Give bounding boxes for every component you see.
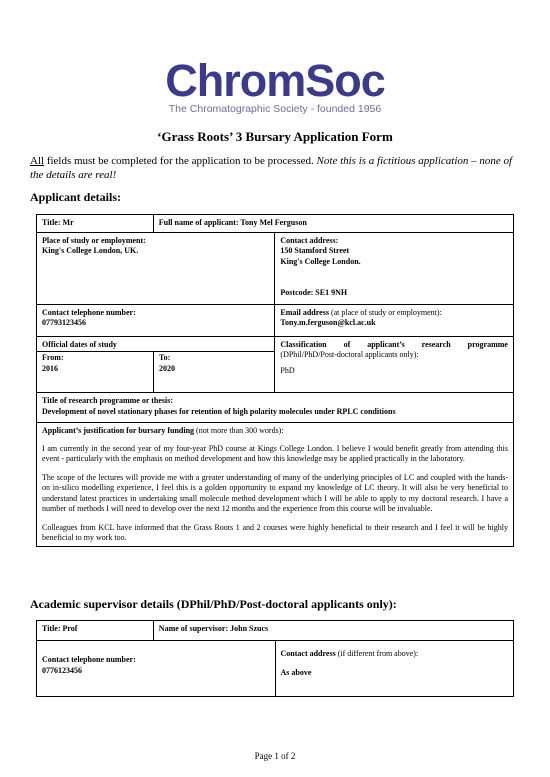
address-line2[interactable]: King's College London. — [280, 256, 361, 266]
thesis-cell: Title of research programme or thesis: Development of novel stationary phases for retention of high polarity molecules under RPLC conditions — [37, 393, 514, 423]
intro-italic: Note this is a fictitious application – none of the details are real! — [30, 155, 513, 181]
title-value[interactable]: Mr — [62, 218, 74, 227]
phone-value[interactable]: 07793123456 — [42, 318, 86, 327]
place-value[interactable]: King's College London, UK. — [42, 246, 139, 255]
to-value[interactable]: 2020 — [159, 363, 175, 373]
thesis-value[interactable]: Development of novel stationary phases for retention of high polarity molecules under RPLC conditions — [42, 406, 396, 416]
fullname-cell: Full name of applicant: Tony Mel Ferguson — [153, 215, 513, 233]
sup-title-value[interactable]: Prof — [62, 624, 78, 633]
phone-cell: Contact telephone number: 07793123456 — [37, 304, 275, 336]
applicant-table — [36, 214, 514, 547]
address-line1[interactable]: 150 Stamford Street — [280, 246, 350, 255]
sup-phone-value[interactable]: 0776123456 — [42, 665, 82, 675]
intro-main: fields must be completed for the application to be processed. — [44, 155, 314, 167]
sup-address-value[interactable]: As above — [280, 667, 312, 677]
chromsoc-logo — [0, 56, 550, 106]
place-cell: Place of study or employment: King's College London, UK. — [37, 232, 275, 304]
intro-underlined: All — [30, 155, 45, 167]
email-value[interactable]: Tony.m.ferguson@kcl.ac.uk — [280, 318, 376, 327]
justification-paragraph: The scope of the lectures will provide me with a greater understanding of many of the underlying principles of LC and coupled with the hands-on in-silico modelling experience, I feel this is a golden opportunity to expand my knowledge of LC theory. It will also be very beneficial to understand latest practices in undertaking small molecule method development which I will be able to apply to my doctoral research. I have a number of methods I will need to develop over the next 12 months and the experience from this course will be invaluable. — [42, 472, 508, 513]
logo-text: ChromSoc — [165, 55, 385, 106]
email-cell: Email address (at place of study or employment): Tony.m.ferguson@kcl.ac.uk — [275, 304, 514, 336]
sup-name-value[interactable]: John Szucs — [230, 624, 269, 633]
form-title: ‘Grass Roots’ 3 Bursary Application Form — [157, 129, 393, 144]
supervisor-heading: Academic supervisor details (DPhil/PhD/Post-doctoral applicants only): — [30, 597, 397, 611]
postcode-value[interactable]: Postcode: SE1 9NH — [280, 288, 348, 297]
fullname-value[interactable]: Tony Mel Ferguson — [240, 218, 307, 227]
supervisor-table — [36, 620, 514, 697]
sup-address-cell: Contact address (if different from above): As above — [275, 641, 514, 697]
sup-title-cell: Title: Prof — [37, 621, 154, 641]
page-footer: Page 1 of 2 — [254, 751, 296, 761]
dates-cell: Official dates of study From: 2016 To: 2020 — [37, 336, 275, 393]
sup-name-cell: Name of supervisor: John Szucs — [153, 621, 513, 641]
intro-text — [30, 154, 525, 182]
title-cell: Title: Mr — [37, 215, 154, 233]
sup-phone-cell: Contact telephone number: 0776123456 — [37, 641, 276, 697]
applicant-heading: Applicant details: — [30, 190, 122, 204]
justification-text[interactable] — [42, 444, 508, 544]
classification-value[interactable]: PhD — [280, 365, 295, 375]
justification-paragraph: I am currently in the second year of my four-year PhD course at Kings College London. I believe I would benefit greatly from attending this event - particularly with the emphasis on method development and how this knowledge may be applied practically in the laboratory. — [42, 443, 508, 463]
justification-cell: Applicant’s justification for bursary funding (not more than 300 words): I am currently in the second year of my four-year PhD course at Kings College London. I believe I would benefit greatly from attending this event - particularly with the emphasis on method development and how this knowledge may be applied practically in the laboratory. The scope of the lectures will provide me with a greater understanding of many of the underlying principles of LC and coupled with the hands-on in-silico modelling experience, I feel this is a golden opportunity to expand my knowledge of LC theory. It will also be very beneficial to understand latest practices in undertaking small molecule method development which I will be able to apply to my doctoral research. I have a number of methods I will need to develop over the next 12 months and the experience from this course will be invaluable. Colleagues from KCL have informed that the Grass Roots 1 and 2 courses were highly beneficial to their research and I feel it will be highly beneficial to my work too. — [37, 423, 514, 547]
address-cell: Contact address: 150 Stamford Street King's College London. Postcode: SE1 9NH — [275, 232, 514, 304]
justification-paragraph: Colleagues from KCL have informed that the Grass Roots 1 and 2 courses were highly beneficial to their research and I feel it will be highly beneficial to my work too. — [42, 522, 508, 542]
logo-tagline: The Chromatographic Society - founded 1956 — [168, 103, 382, 115]
classification-cell: Classification of applicant’s research programme (DPhil/PhD/Post-doctoral applicants only): PhD — [275, 336, 514, 393]
from-value[interactable]: 2016 — [42, 363, 58, 373]
